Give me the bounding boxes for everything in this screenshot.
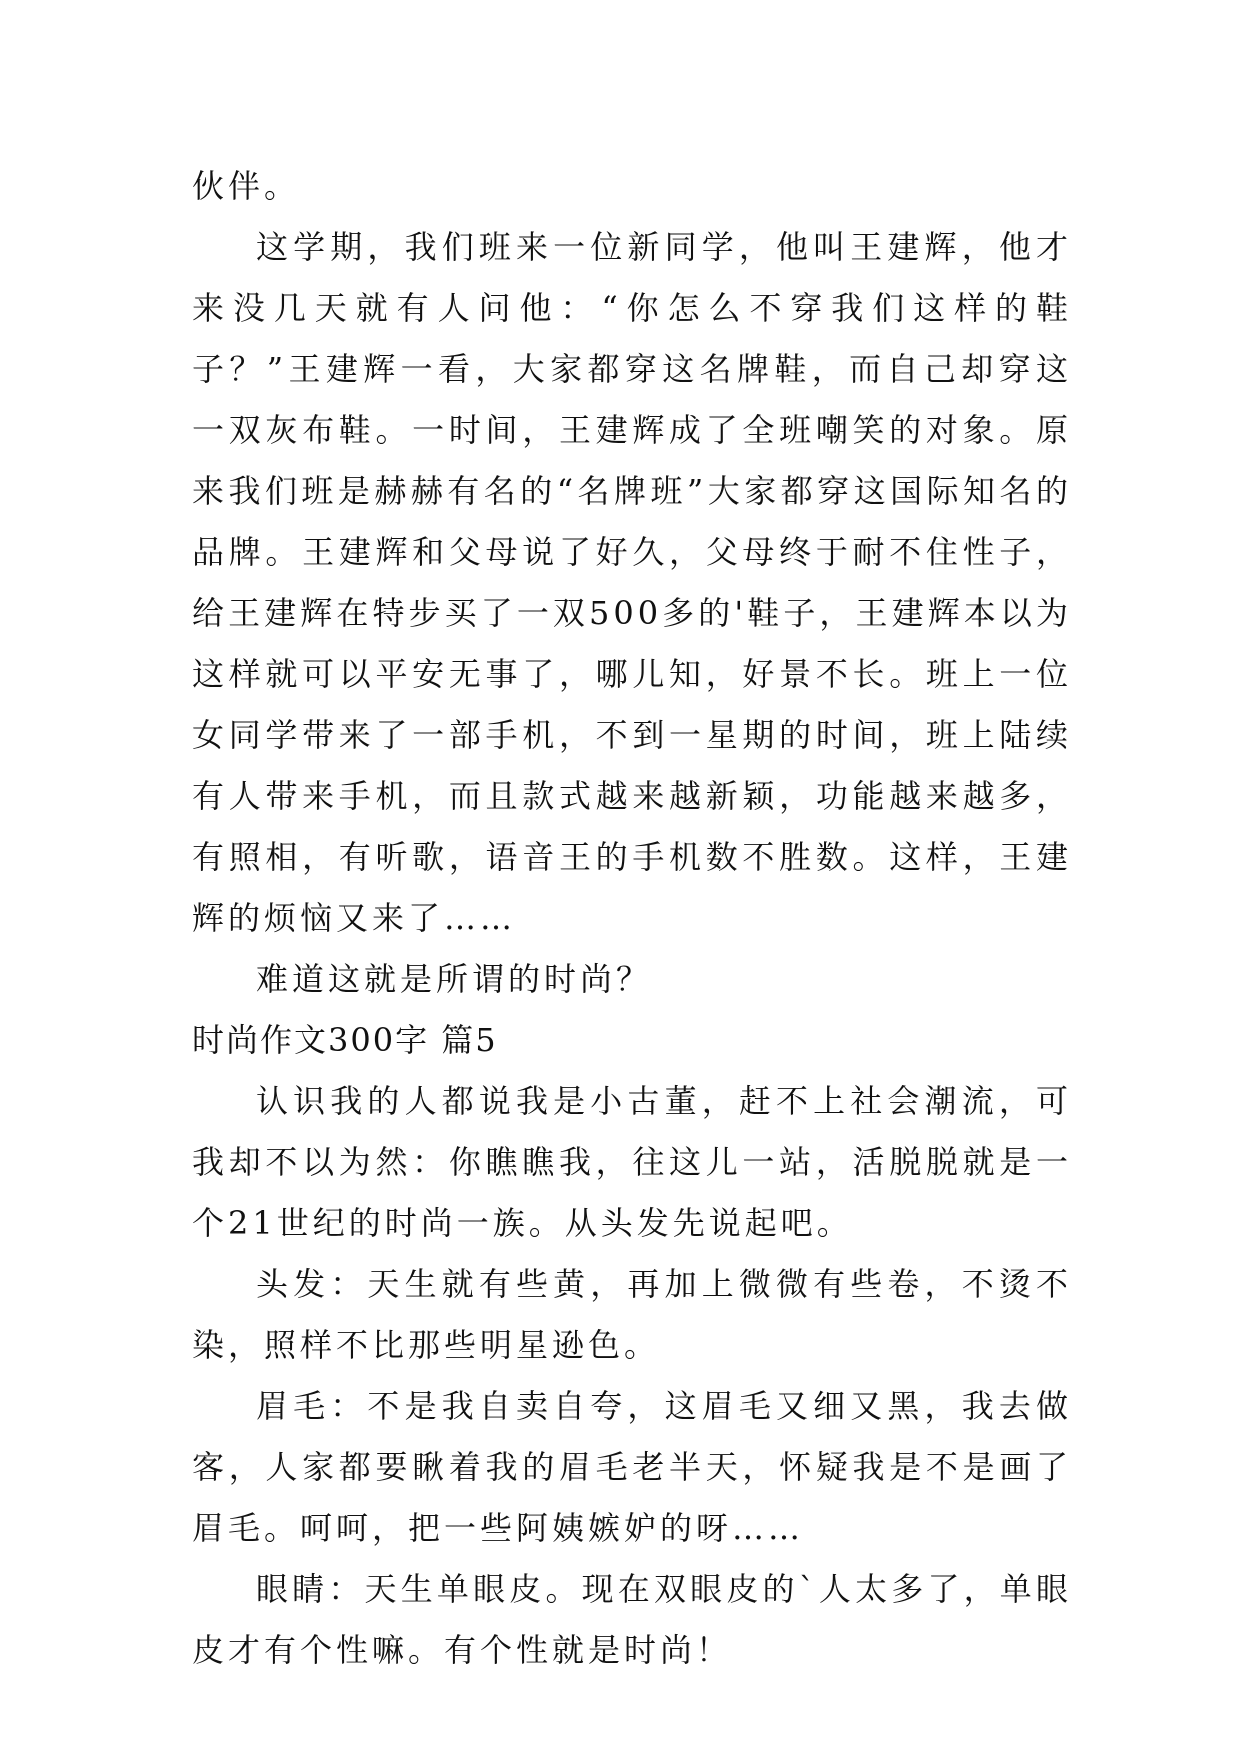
paragraph-1: 伙伴。 [192,167,301,205]
paragraph-4: 认识我的人都说我是小古董，赶不上社会潮流，可我却不以为然：你瞧瞧我，往这儿一站，活脱脱就是一个21世纪的时尚一族。从头发先说起吧。 [192,1082,1072,1242]
section-heading: 时尚作文300字 篇5 [192,1021,498,1059]
document-page [192,156,1072,1681]
paragraph-6: 眉毛：不是我自卖自夸，这眉毛又细又黑，我去做客，人家都要瞅着我的眉毛老半天，怀疑我是不是画了眉毛。呵呵，把一些阿姨嫉妒的呀…… [192,1387,1072,1547]
paragraph-3: 难道这就是所谓的时尚？ [256,960,653,998]
paragraph-7: 眼睛：天生单眼皮。现在双眼皮的`人太多了，单眼皮才有个性嘛。有个性就是时尚！ [192,1570,1072,1669]
paragraph-2: 这学期，我们班来一位新同学，他叫王建辉，他才来没几天就有人问他：“你怎么不穿我们这样的鞋子？”王建辉一看，大家都穿这名牌鞋，而自己却穿这一双灰布鞋。一时间，王建辉成了全班嘲笑的对象。原来我们班是赫赫有名的“名牌班”大家都穿这国际知名的品牌。王建辉和父母说了好久，父母终于耐不住性子，给王建辉在特步买了一双500多的'鞋子，王建辉本以为这样就可以平安无事了，哪儿知，好景不长。班上一位女同学带来了一部手机，不到一星期的时间，班上陆续有人带来手机，而且款式越来越新颖，功能越来越多，有照相，有听歌，语音王的手机数不胜数。这样，王建辉的烦恼又来了…… [192,228,1072,937]
paragraph-5: 头发：天生就有些黄，再加上微微有些卷，不烫不染，照样不比那些明星逊色。 [192,1265,1072,1364]
